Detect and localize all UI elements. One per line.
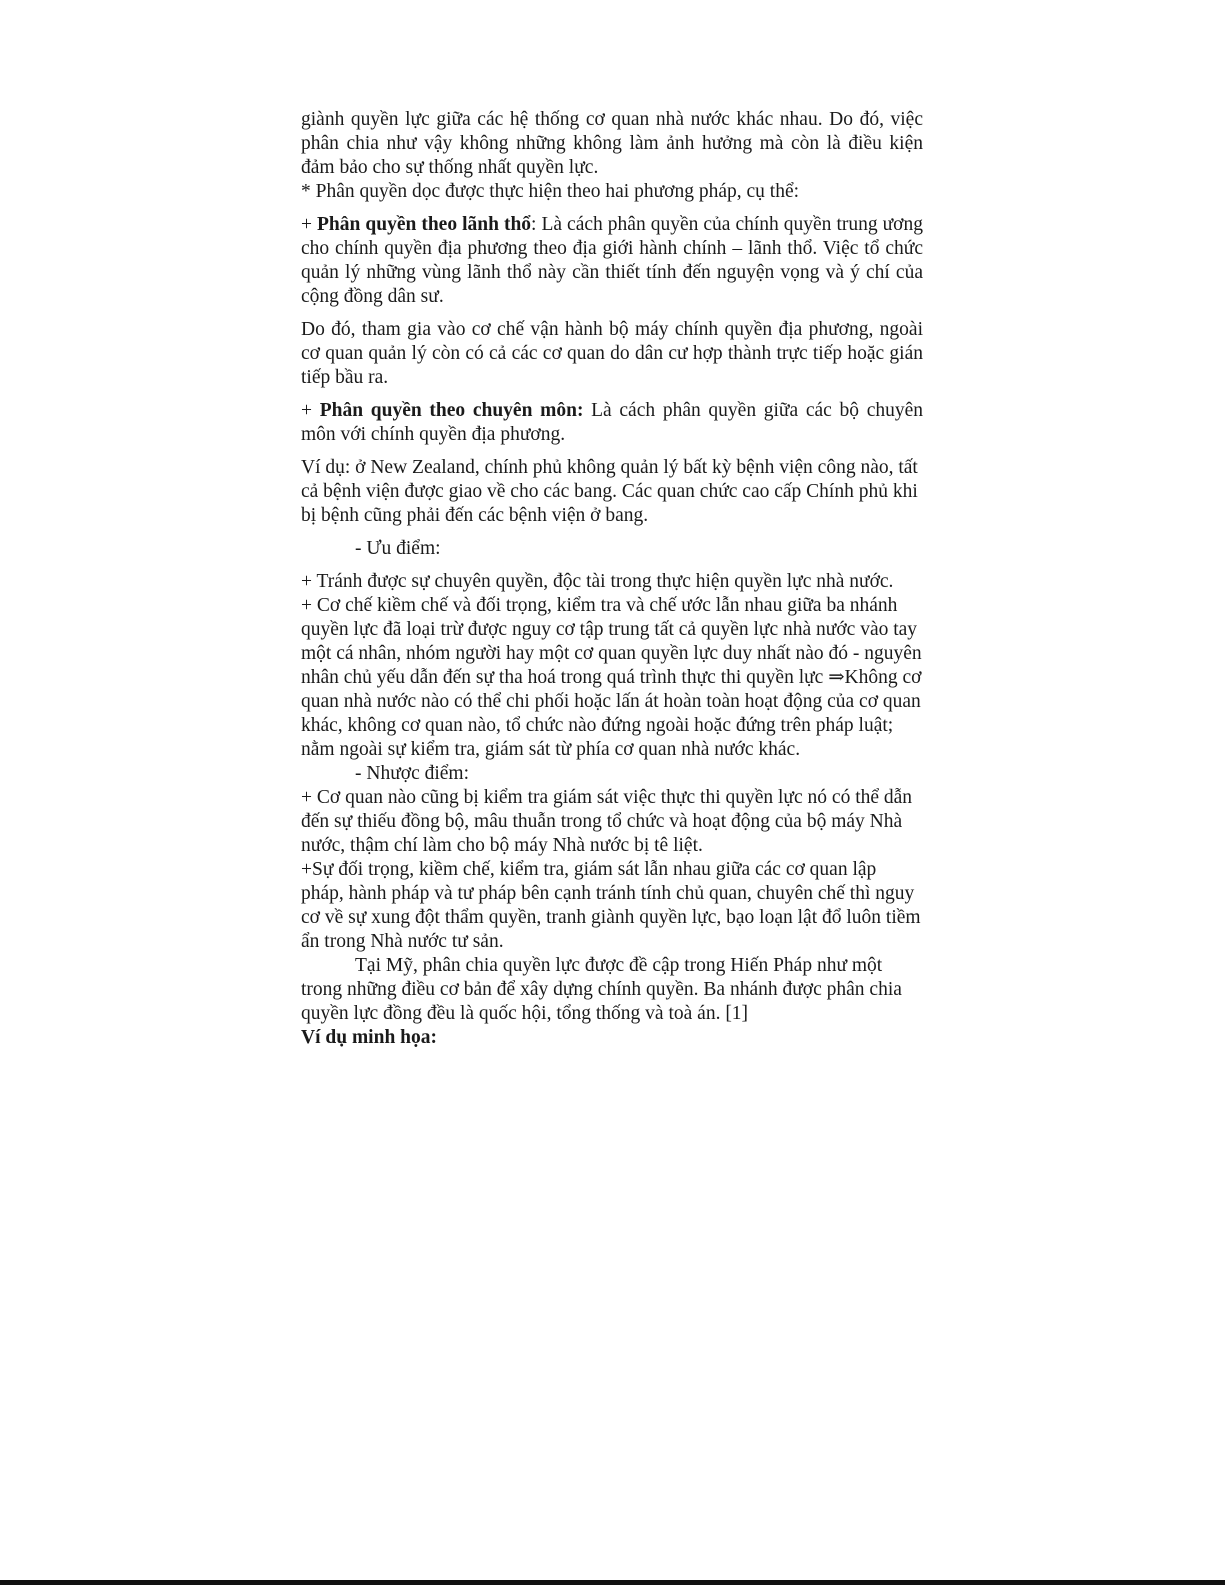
heading-advantages: - Ưu điểm:: [355, 538, 441, 559]
page-bottom-border: [0, 1580, 1225, 1585]
paragraph-new-zealand-example: Ví dụ: ở New Zealand, chính phủ không quản lý bất kỳ bệnh viện công nào, tất cả bệnh viện được giao về cho các bang. Các quan chức cao cấp Chính phủ khi bị bệnh cũng phải đến các bệnh viện ở bang.: [301, 457, 918, 526]
heading-illustration-text: Ví dụ minh họa:: [301, 1027, 438, 1048]
paragraph-advantage-1: + Tránh được sự chuyên quyền, độc tài trong thực hiện quyền lực nhà nước.: [301, 571, 894, 592]
heading-disadvantages: - Nhược điểm:: [355, 763, 470, 784]
paragraph-specialized-decentralization: [301, 399, 923, 447]
bullet-prefix: +: [301, 400, 320, 421]
heading-illustration-example: [301, 1026, 923, 1050]
term-territorial-decentralization: Phân quyền theo lãnh thổ: [317, 214, 532, 235]
definition-text: Là cách phân quyền giữa các bộ chuyên môn với chính quyền địa phương.: [301, 400, 924, 445]
document-body: [301, 108, 923, 1050]
paragraph-power-struggle: giành quyền lực giữa các hệ thống cơ quan nhà nước khác nhau. Do đó, việc phân chia như vậy không những không làm ảnh hưởng mà còn là điều kiện đảm bảo cho sự thống nhất quyền lực.: [301, 109, 923, 178]
bullet-prefix: +: [301, 214, 318, 235]
paragraph-disadvantage-1: + Cơ quan nào cũng bị kiểm tra giám sát việc thực thi quyền lực nó có thể dẫn đến sự thiếu đồng bộ, mâu thuẫn trong tổ chức và hoạt động của bộ máy Nhà nước, thậm chí làm cho bộ máy Nhà nước bị tê liệt.: [301, 787, 913, 856]
paragraph-disadvantage-2: +Sự đối trọng, kiềm chế, kiểm tra, giám sát lẫn nhau giữa các cơ quan lập pháp, hành pháp và tư pháp bên cạnh tránh tính chủ quan, chuyên chế thì nguy cơ về sự xung đột thẩm quyền, tranh giành quyền lực, bạo loạn lật đổ luôn tiềm ẩn trong Nhà nước tư sản.: [301, 859, 921, 952]
paragraph-territorial-decentralization: [301, 213, 923, 309]
definition-text: : Là cách phân quyền của chính quyền trung ương cho chính quyền địa phương theo địa giới hành chính – lãnh thổ. Việc tổ chức quản lý những vùng lãnh thổ này cần thiết tính đến nguyện vọng và ý chí của cộng đồng dân sư.: [301, 214, 923, 307]
paragraph-advantage-2: + Cơ chế kiềm chế và đối trọng, kiểm tra và chế ước lẫn nhau giữa ba nhánh quyền lực đã loại trừ được nguy cơ tập trung tất cả quyền lực nhà nước vào tay một cá nhân, nhóm người hay một cơ quan quyền lực duy nhất nào đó - nguyên nhân chủ yếu dẫn đến sự tha hoá trong quá trình thực thi quyền lực ⇒Không cơ quan nhà nước nào có thể chi phối hoặc lấn át hoàn toàn hoạt động của cơ quan khác, không cơ quan nào, tổ chức nào đứng ngoài hoặc đứng trên pháp luật; nằm ngoài sự kiểm tra, giám sát từ phía cơ quan nhà nước khác.: [301, 595, 922, 760]
paragraph-usa-example: Tại Mỹ, phân chia quyền lực được đề cập trong Hiến Pháp như một trong những điều cơ bản để xây dựng chính quyền. Ba nhánh được phân chia quyền lực đồng đều là quốc hội, tổng thống và toà án. [1]: [301, 955, 902, 1024]
paragraph-vertical-decentralization: * Phân quyền dọc được thực hiện theo hai phương pháp, cụ thể:: [301, 181, 800, 202]
term-specialized-decentralization: Phân quyền theo chuyên môn:: [319, 400, 584, 421]
paragraph-local-government: Do đó, tham gia vào cơ chế vận hành bộ máy chính quyền địa phương, ngoài cơ quan quản lý còn có cả các cơ quan do dân cư hợp thành trực tiếp hoặc gián tiếp bầu ra.: [301, 319, 923, 388]
